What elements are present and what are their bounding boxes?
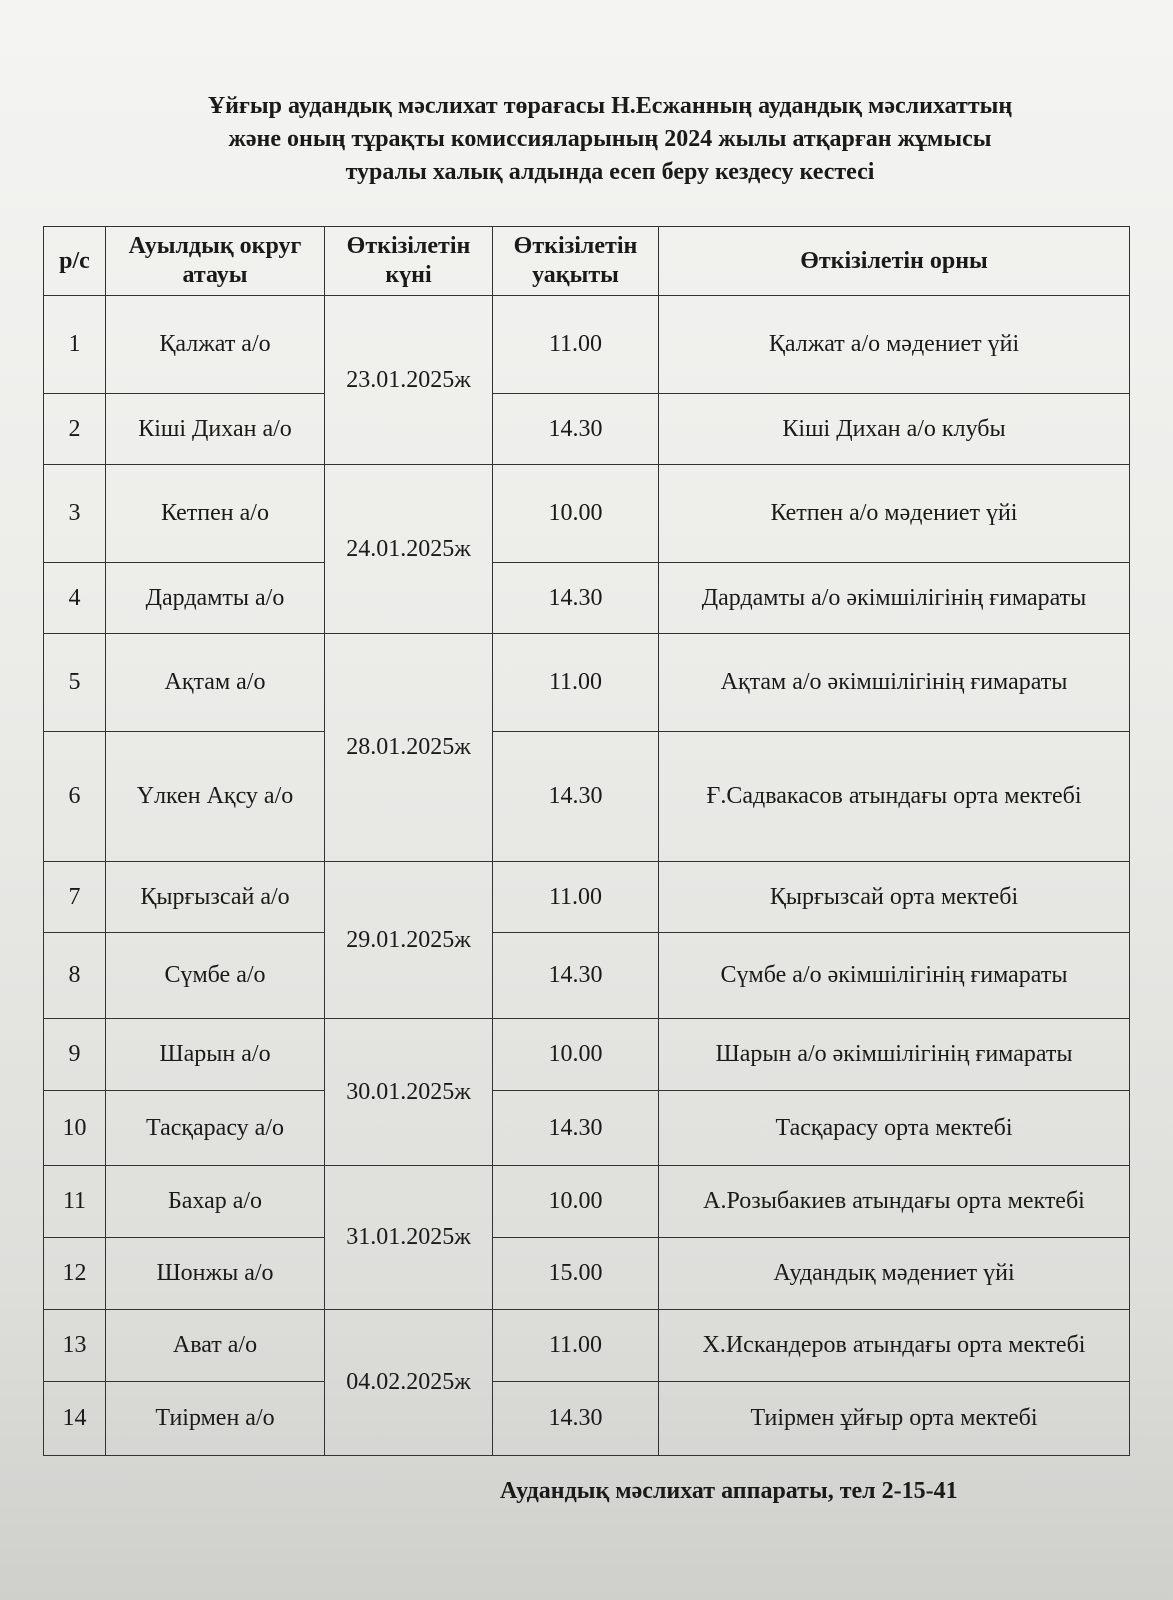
- row-num: 1: [44, 296, 106, 394]
- row-time: 11.00: [493, 634, 659, 732]
- row-district: Қырғызсай а/о: [106, 862, 325, 933]
- row-date: 23.01.2025ж: [325, 296, 493, 465]
- row-time: 14.30: [493, 1091, 659, 1166]
- table-row: [44, 933, 1130, 1019]
- row-district: Сүмбе а/о: [106, 933, 325, 1019]
- row-time: 14.30: [493, 563, 659, 634]
- table-row: [44, 1166, 1130, 1238]
- row-place: Шарын а/о әкімшілігінің ғимараты: [659, 1019, 1130, 1091]
- row-place: Кетпен а/о мәдениет үйі: [659, 465, 1130, 563]
- row-time: 11.00: [493, 1310, 659, 1382]
- row-place: Қалжат а/о мәдениет үйі: [659, 296, 1130, 394]
- row-num: 13: [44, 1310, 106, 1382]
- row-district: Тасқарасу а/о: [106, 1091, 325, 1166]
- row-num: 2: [44, 394, 106, 465]
- row-place: Қырғызсай орта мектебі: [659, 862, 1130, 933]
- row-district: Тиірмен а/о: [106, 1382, 325, 1456]
- row-time: 15.00: [493, 1238, 659, 1310]
- table-row: [44, 563, 1130, 634]
- row-time: 14.30: [493, 1382, 659, 1456]
- row-num: 6: [44, 732, 106, 862]
- row-num: 7: [44, 862, 106, 933]
- row-num: 5: [44, 634, 106, 732]
- row-district: Кетпен а/о: [106, 465, 325, 563]
- row-num: 11: [44, 1166, 106, 1238]
- row-time: 10.00: [493, 465, 659, 563]
- row-num: 3: [44, 465, 106, 563]
- table-row: [44, 394, 1130, 465]
- row-place: Ғ.Садвакасов атындағы орта мектебі: [659, 732, 1130, 862]
- row-place: Кіші Дихан а/о клубы: [659, 394, 1130, 465]
- row-place: Дардамты а/о әкімшілігінің ғимараты: [659, 563, 1130, 634]
- row-place: А.Розыбакиев атындағы орта мектебі: [659, 1166, 1130, 1238]
- table-row: [44, 465, 1130, 563]
- row-district: Дардамты а/о: [106, 563, 325, 634]
- title-line: және оның тұрақты комиссияларының 2024 жылы атқарған жұмысы: [228, 126, 992, 152]
- row-date: 30.01.2025ж: [325, 1019, 493, 1166]
- header-date: Өткізілетін күні: [325, 227, 493, 296]
- row-district: Қалжат а/о: [106, 296, 325, 394]
- row-date: 24.01.2025ж: [325, 465, 493, 634]
- header-time: Өткізілетін уақыты: [493, 227, 659, 296]
- row-district: Ақтам а/о: [106, 634, 325, 732]
- table-row: [44, 1091, 1130, 1166]
- row-date: 29.01.2025ж: [325, 862, 493, 1019]
- row-district: Ават а/о: [106, 1310, 325, 1382]
- row-district: Кіші Дихан а/о: [106, 394, 325, 465]
- row-time: 14.30: [493, 933, 659, 1019]
- table-row: [44, 296, 1130, 394]
- table-row: [44, 1238, 1130, 1310]
- row-district: Шарын а/о: [106, 1019, 325, 1091]
- row-num: 8: [44, 933, 106, 1019]
- table-row: [44, 634, 1130, 732]
- row-date: 04.02.2025ж: [325, 1310, 493, 1456]
- row-district: Бахар а/о: [106, 1166, 325, 1238]
- footer-contact: Аудандық мәслихат аппараты, тел 2-15-41: [500, 1478, 958, 1504]
- title-line: Ұйғыр аудандық мәслихат төрағасы Н.Есжанның аудандық мәслихаттың: [207, 93, 1013, 119]
- row-num: 12: [44, 1238, 106, 1310]
- title-line: туралы халық алдында есеп беру кездесу кестесі: [345, 159, 875, 185]
- row-time: 11.00: [493, 862, 659, 933]
- row-date: 28.01.2025ж: [325, 634, 493, 862]
- row-num: 14: [44, 1382, 106, 1456]
- table-row: [44, 732, 1130, 862]
- row-date: 31.01.2025ж: [325, 1166, 493, 1310]
- row-place: Аудандық мәдениет үйі: [659, 1238, 1130, 1310]
- table-row: [44, 1019, 1130, 1091]
- row-district: Үлкен Ақсу а/о: [106, 732, 325, 862]
- row-time: 11.00: [493, 296, 659, 394]
- row-place: Тиірмен ұйғыр орта мектебі: [659, 1382, 1130, 1456]
- row-time: 10.00: [493, 1166, 659, 1238]
- header-district: Ауылдық округ атауы: [106, 227, 325, 296]
- row-district: Шонжы а/о: [106, 1238, 325, 1310]
- schedule-table: [43, 226, 1130, 1456]
- row-place: Ақтам а/о әкімшілігінің ғимараты: [659, 634, 1130, 732]
- table-row: [44, 1382, 1130, 1456]
- header-num: р/с: [44, 227, 106, 296]
- row-place: Сүмбе а/о әкімшілігінің ғимараты: [659, 933, 1130, 1019]
- header-place: Өткізілетін орны: [659, 227, 1130, 296]
- row-time: 10.00: [493, 1019, 659, 1091]
- table-row: [44, 1310, 1130, 1382]
- document-title: [110, 90, 1110, 189]
- row-time: 14.30: [493, 394, 659, 465]
- row-num: 10: [44, 1091, 106, 1166]
- row-place: Х.Искандеров атындағы орта мектебі: [659, 1310, 1130, 1382]
- row-place: Тасқарасу орта мектебі: [659, 1091, 1130, 1166]
- table-header-row: [44, 227, 1130, 296]
- table-row: [44, 862, 1130, 933]
- row-num: 4: [44, 563, 106, 634]
- row-time: 14.30: [493, 732, 659, 862]
- row-num: 9: [44, 1019, 106, 1091]
